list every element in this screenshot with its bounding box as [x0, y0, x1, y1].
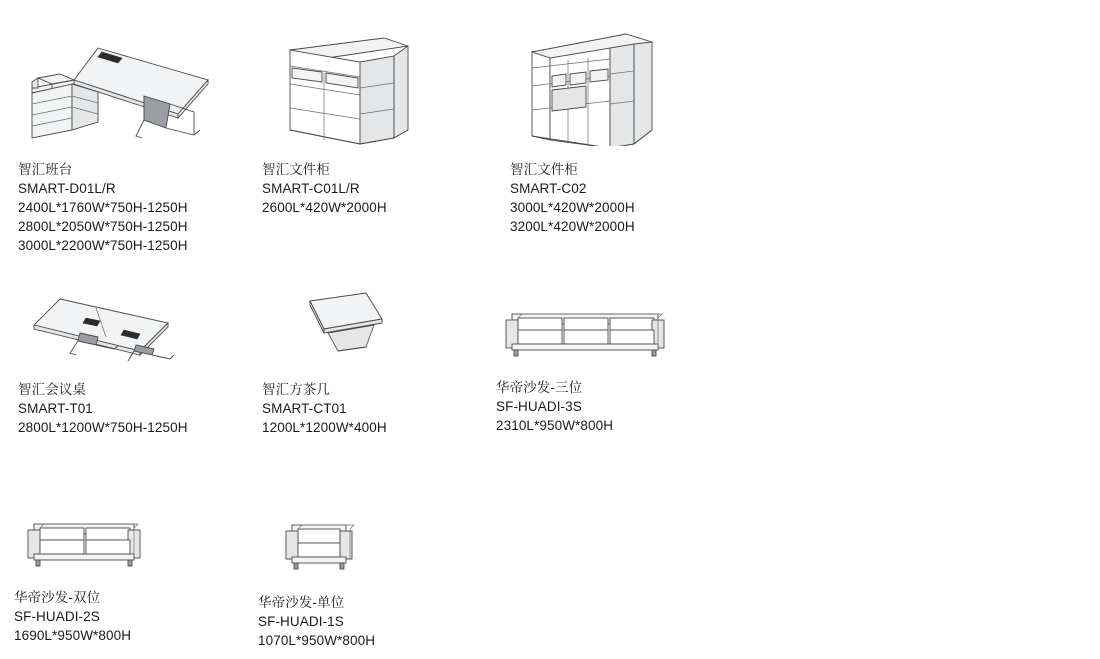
product-name: 智汇文件柜 [262, 162, 330, 177]
product-card [262, 285, 512, 437]
product-card [14, 510, 264, 645]
product-name: 智汇文件柜 [510, 162, 578, 177]
product-size: 1690L*950W*800H [14, 628, 132, 643]
product-caption [14, 588, 264, 645]
product-size: 1070L*950W*800H [258, 633, 376, 648]
product-name: 华帝沙发-三位 [496, 380, 583, 395]
product-name: 智汇方茶几 [262, 382, 330, 397]
product-card [496, 300, 746, 435]
product-card [18, 18, 268, 255]
product-model: SF-HUADI-3S [496, 399, 582, 414]
executive-desk-icon [18, 18, 268, 146]
product-name: 华帝沙发-双位 [14, 590, 101, 605]
product-card [262, 18, 512, 217]
product-caption [18, 160, 268, 255]
sofa-one-seat-icon [258, 515, 508, 585]
sofa-three-seat-icon [496, 300, 746, 370]
product-caption [262, 160, 512, 217]
square-coffee-table-icon [262, 285, 512, 370]
product-name: 华帝沙发-单位 [258, 595, 345, 610]
product-size: 2600L*420W*2000H [262, 200, 387, 215]
product-caption [258, 593, 508, 650]
product-caption [18, 380, 268, 437]
product-size: 3000L*420W*2000H [510, 200, 635, 215]
product-card [18, 285, 268, 437]
product-size: 1200L*1200W*400H [262, 420, 387, 435]
conference-table-icon [18, 285, 268, 370]
product-size: 2800L*1200W*750H-1250H [18, 420, 188, 435]
file-cabinet-wide-icon [510, 18, 760, 146]
product-caption [510, 160, 760, 236]
product-card [258, 515, 508, 650]
product-size: 3000L*2200W*750H-1250H [18, 238, 188, 253]
product-size: 3200L*420W*2000H [510, 219, 635, 234]
product-model: SF-HUADI-2S [14, 609, 100, 624]
file-cabinet-icon [262, 18, 512, 146]
product-size: 2800L*2050W*750H-1250H [18, 219, 188, 234]
product-caption [262, 380, 512, 437]
product-model: SMART-C01L/R [262, 181, 360, 196]
product-model: SMART-C02 [510, 181, 587, 196]
product-model: SMART-CT01 [262, 401, 347, 416]
product-size: 2400L*1760W*750H-1250H [18, 200, 188, 215]
product-caption [496, 378, 746, 435]
product-model: SMART-T01 [18, 401, 93, 416]
product-name: 智汇班台 [18, 162, 73, 177]
product-name: 智汇会议桌 [18, 382, 86, 397]
product-model: SMART-D01L/R [18, 181, 116, 196]
product-size: 2310L*950W*800H [496, 418, 614, 433]
product-model: SF-HUADI-1S [258, 614, 344, 629]
product-card [510, 18, 760, 236]
sofa-two-seat-icon [14, 510, 264, 580]
